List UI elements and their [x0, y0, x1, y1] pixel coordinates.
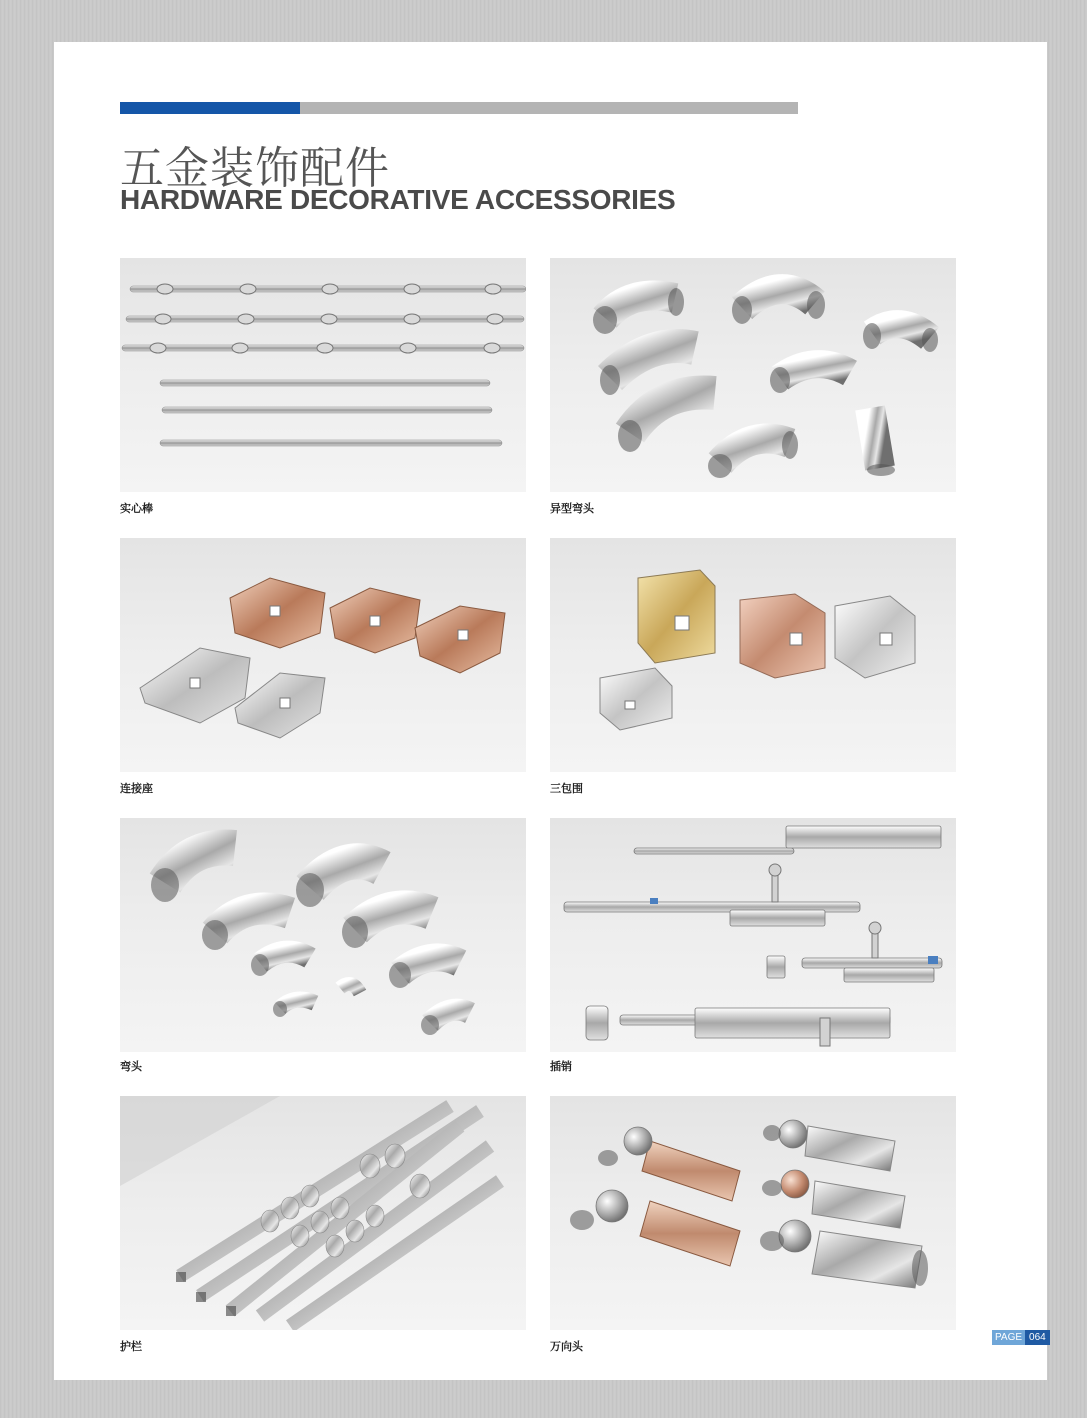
product-photo-guardrail-balusters: [120, 1096, 526, 1330]
caption-door-bolts: 插销: [550, 1060, 572, 1073]
page-label: PAGE: [992, 1330, 1025, 1345]
page-number: 064: [1025, 1330, 1050, 1345]
caption-connector-bases: 连接座: [120, 782, 153, 795]
caption-universal-joints: 万向头: [550, 1340, 583, 1353]
header-rule-bar: [300, 102, 798, 114]
page-number-badge: [992, 1330, 1050, 1345]
product-photo-universal-joints: [550, 1096, 956, 1330]
caption-round-elbows: 弯头: [120, 1060, 142, 1073]
caption-guardrail-balusters: 护栏: [120, 1340, 142, 1353]
product-photo-three-side-caps: [550, 538, 956, 772]
product-photo-connector-bases: [120, 538, 526, 772]
page-title-english: HARDWARE DECORATIVE ACCESSORIES: [120, 184, 676, 215]
caption-solid-rods: 实心棒: [120, 502, 153, 515]
caption-special-elbows: 异型弯头: [550, 502, 594, 515]
product-photo-round-elbows: [120, 818, 526, 1052]
page-title-chinese: 五金装饰配件: [120, 143, 390, 194]
product-photo-door-bolts: [550, 818, 956, 1052]
product-photo-solid-rods: [120, 258, 526, 492]
header-accent-bar: [120, 102, 300, 114]
caption-three-side-caps: 三包围: [550, 782, 583, 795]
catalog-page: [54, 42, 1047, 1380]
product-photo-special-elbows: [550, 258, 956, 492]
